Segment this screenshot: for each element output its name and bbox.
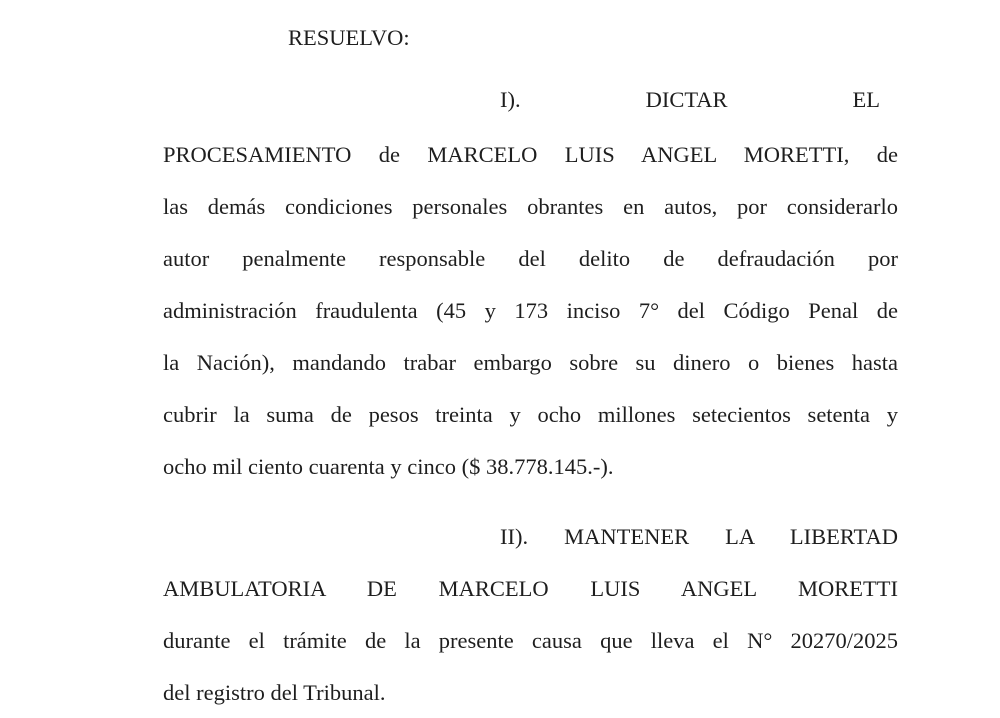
section-1-first-line: I). DICTAR EL xyxy=(500,87,880,112)
section-1-last-line: ocho mil ciento cuarenta y cinco ($ 38.778.145.-). xyxy=(163,454,614,479)
heading-resuelvo: RESUELVO: xyxy=(288,25,410,50)
section-2-line: AMBULATORIA DE MARCELO LUIS ANGEL MORETTI xyxy=(163,576,898,601)
section-1-line: las demás condiciones personales obrantes en autos, por considerarlo xyxy=(163,194,898,219)
section-2-first-line: II). MANTENER LA LIBERTAD xyxy=(500,524,898,549)
section-1-line: administración fraudulenta (45 y 173 inciso 7° del Código Penal de xyxy=(163,298,898,323)
section-2-last-line: del registro del Tribunal. xyxy=(163,680,386,705)
section-1-line: cubrir la suma de pesos treinta y ocho millones setecientos setenta y xyxy=(163,402,898,427)
section-1-line: la Nación), mandando trabar embargo sobre su dinero o bienes hasta xyxy=(163,350,898,375)
section-1-line: PROCESAMIENTO de MARCELO LUIS ANGEL MORETTI, de xyxy=(163,142,898,167)
section-2-line: durante el trámite de la presente causa que lleva el N° 20270/2025 xyxy=(163,628,898,653)
section-1-line: autor penalmente responsable del delito de defraudación por xyxy=(163,246,898,271)
